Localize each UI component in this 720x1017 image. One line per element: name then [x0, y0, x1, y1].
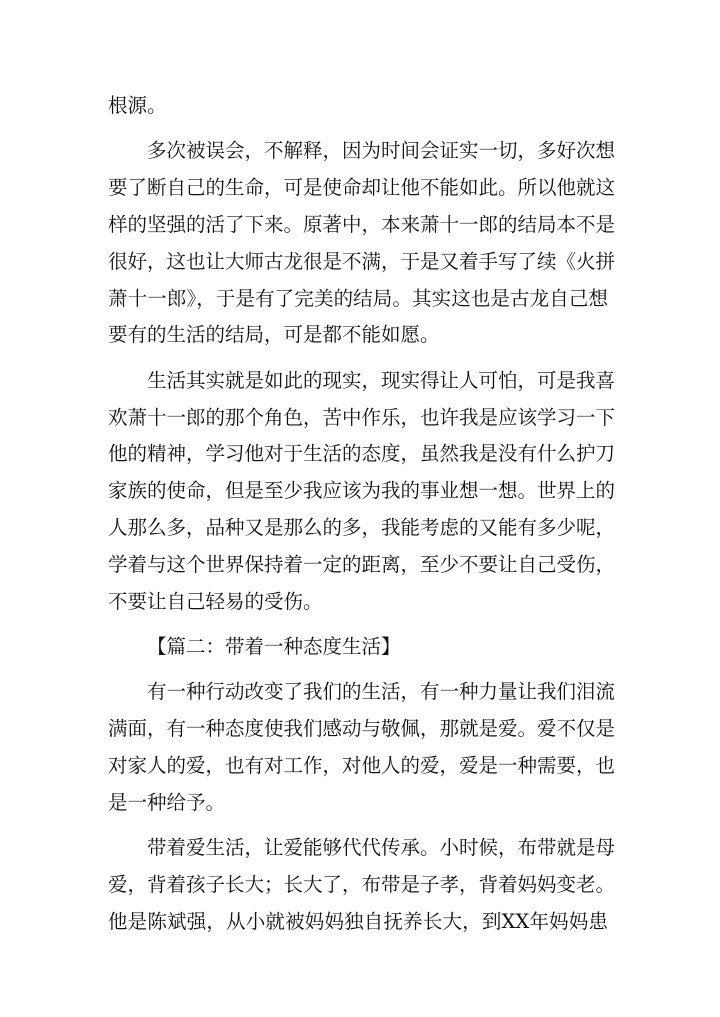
text-line: 满面，有一种态度使我们感动与敬佩，那就是爱。爱不仅是: [108, 717, 616, 741]
text-line: 家族的使命，但是至少我应该为我的事业想一想。世界上的: [108, 479, 616, 503]
text-line: 要了断自己的生命，可是使命却让他不能如此。所以他就这: [108, 176, 616, 200]
paragraph-first-line: 【篇二：带着一种态度生活】: [147, 634, 401, 658]
text-line: 他是陈斌强，从小就被妈妈独自抚养长大，到XX年妈妈患: [108, 909, 608, 933]
paragraph-first-line: 生活其实就是如此的现实，现实得让人可怕，可是我喜: [147, 368, 616, 392]
text-line: 样的坚强的活了下来。原著中，本来萧十一郎的结局本不是: [108, 212, 616, 236]
text-line: 要有的生活的结局，可是都不能如愿。: [108, 323, 440, 347]
text-line: 很好，这也让大师古龙很是不满，于是又着手写了续《火拼: [108, 249, 616, 273]
paragraph-first-line: 有一种行动改变了我们的生活，有一种力量让我们泪流: [147, 680, 616, 704]
text-line: 对家人的爱，也有对工作，对他人的爱，爱是一种需要，也: [108, 753, 616, 777]
text-line: 欢萧十一郎的那个角色，苦中作乐，也许我是应该学习一下: [108, 405, 616, 429]
text-line: 爱，背着孩子长大；长大了，布带是子孝，背着妈妈变老。: [108, 872, 616, 896]
paragraph-gap: [108, 822, 608, 831]
paragraph-first-line: 多次被误会，不解释，因为时间会证实一切，多好次想: [147, 139, 616, 163]
text-line: 是一种给予。: [108, 790, 226, 814]
text-line: 萧十一郎》，于是有了完美的结局。其实这也是古龙自己想: [108, 286, 608, 310]
text-line: 不要让自己轻易的受伤。: [108, 589, 323, 613]
text-line: 他的精神，学习他对于生活的态度，虽然我是没有什么护刀: [108, 442, 616, 466]
paragraph-gap: [108, 620, 608, 629]
text-line: 学着与这个世界保持着一定的距离，至少不要让自己受伤，: [108, 552, 616, 576]
document-body: [108, 88, 616, 941]
paragraph-gap: [108, 354, 608, 363]
text-line: 根源。: [108, 94, 167, 117]
paragraph-gap: [108, 666, 608, 675]
text-line: 人那么多，品种又是那么的多，我能考虑的又能有多少呢，: [108, 515, 616, 539]
paragraph-first-line: 带着爱生活，让爱能够代代传承。小时候，布带就是母: [147, 836, 616, 860]
paragraph-gap: [108, 125, 608, 134]
